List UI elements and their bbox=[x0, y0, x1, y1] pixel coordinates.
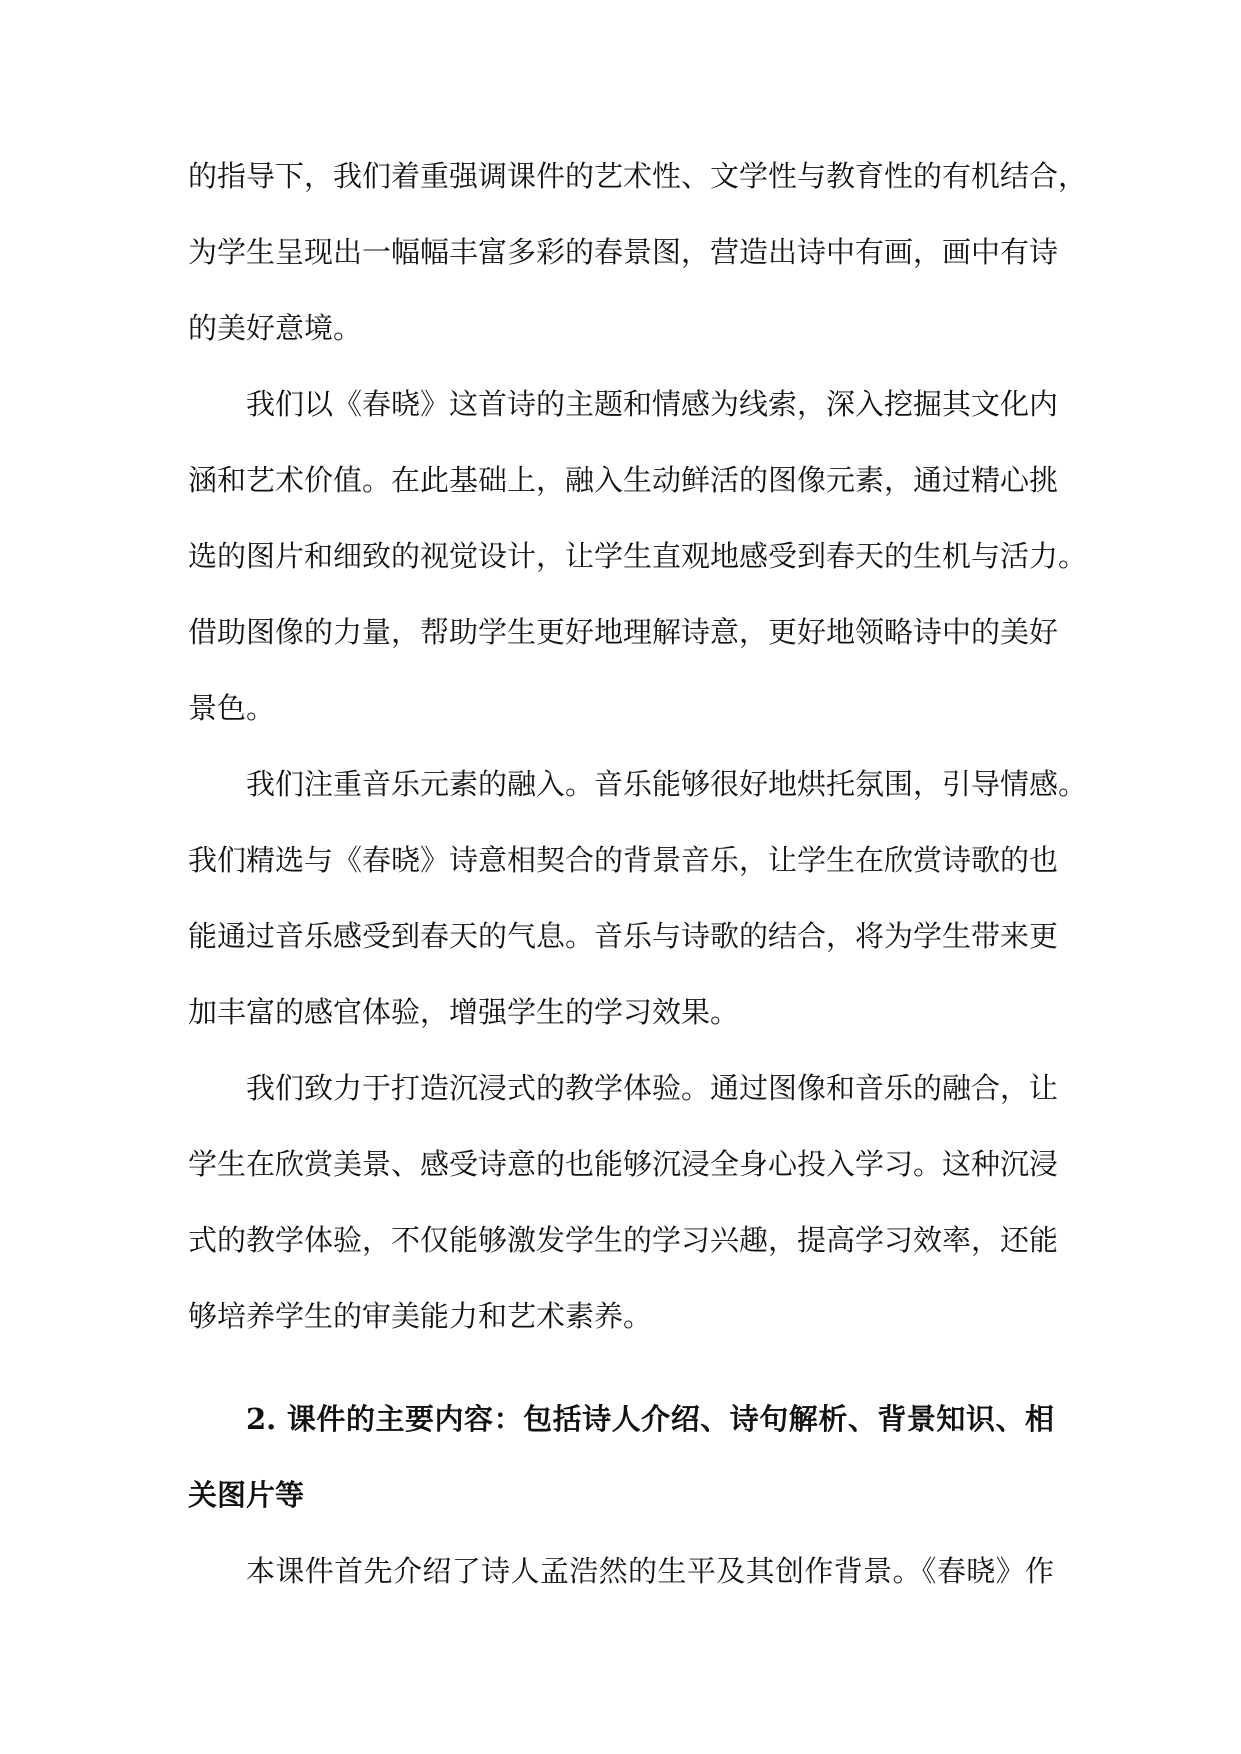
text-line: 我们精选与《春晓》诗意相契合的背景音乐，让学生在欣赏诗歌的也 bbox=[188, 843, 1059, 877]
heading-line: 关图片等 bbox=[188, 1478, 305, 1512]
paragraph-poet-intro bbox=[188, 1533, 1054, 1609]
text-line: 加丰富的感官体验，增强学生的学习效果。 bbox=[188, 995, 740, 1029]
text-line: 我们以《春晓》这首诗的主题和情感为线索，深入挖掘其文化内 bbox=[246, 387, 1059, 421]
text-line: 为学生呈现出一幅幅丰富多彩的春景图，营造出诗中有画，画中有诗 bbox=[188, 235, 1059, 269]
text-line: 涵和艺术价值。在此基础上，融入生动鲜活的图像元素，通过精心挑 bbox=[188, 463, 1059, 497]
text-line: 的美好意境。 bbox=[188, 311, 363, 345]
text-line: 本课件首先介绍了诗人孟浩然的生平及其创作背景。《春晓》作 bbox=[246, 1554, 1054, 1588]
text-line: 能通过音乐感受到春天的气息。音乐与诗歌的结合，将为学生带来更 bbox=[188, 919, 1059, 953]
text-line: 学生在欣赏美景、感受诗意的也能够沉浸全身心投入学习。这种沉浸 bbox=[188, 1147, 1059, 1181]
paragraph-immersive bbox=[188, 1050, 1059, 1354]
text-line: 选的图片和细致的视觉设计，让学生直观地感受到春天的生机与活力。 bbox=[188, 539, 1088, 573]
document-body bbox=[188, 138, 1088, 1609]
paragraph-imagery bbox=[188, 366, 1088, 746]
heading-line: 2. 课件的主要内容：包括诗人介绍、诗句解析、背景知识、相 bbox=[246, 1402, 1054, 1436]
paragraph-music bbox=[188, 746, 1088, 1050]
text-line: 我们致力于打造沉浸式的教学体验。通过图像和音乐的融合，让 bbox=[246, 1071, 1059, 1105]
section-heading bbox=[188, 1381, 1054, 1533]
text-line: 够培养学生的审美能力和艺术素养。 bbox=[188, 1299, 653, 1333]
text-line: 景色。 bbox=[188, 691, 276, 725]
text-line: 借助图像的力量，帮助学生更好地理解诗意，更好地领略诗中的美好 bbox=[188, 615, 1059, 649]
text-line: 式的教学体验，不仅能够激发学生的学习兴趣，提高学习效率，还能 bbox=[188, 1223, 1059, 1257]
paragraph-intro-continuation bbox=[188, 138, 1088, 366]
text-line: 我们注重音乐元素的融入。音乐能够很好地烘托氛围，引导情感。 bbox=[246, 767, 1088, 801]
text-line: 的指导下，我们着重强调课件的艺术性、文学性与教育性的有机结合， bbox=[188, 159, 1088, 193]
